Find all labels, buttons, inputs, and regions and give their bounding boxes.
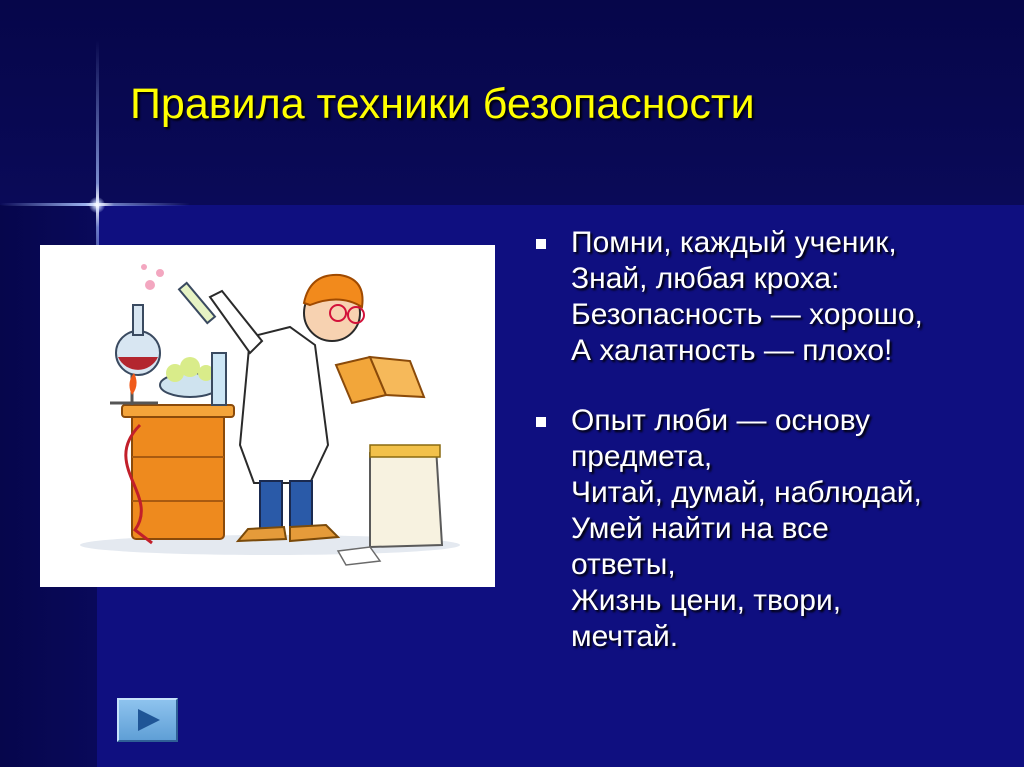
slide-title: Правила техники безопасности xyxy=(130,80,755,128)
bullet-text-line: ответы, xyxy=(571,548,676,581)
bullet-text-line: Безопасность — хорошо, xyxy=(571,298,923,331)
next-slide-button[interactable] xyxy=(117,698,178,742)
bullet-text-line: Знай, любая кроха: xyxy=(571,262,840,295)
bullet-text-line: Опыт люби — основу xyxy=(571,404,871,437)
bullet-item xyxy=(534,225,1004,369)
bullet-text-line: мечтай. xyxy=(571,620,679,653)
bullet-text-line: Помни, каждый ученик, xyxy=(571,226,897,259)
bullet-square-icon xyxy=(536,239,546,249)
play-triangle-icon xyxy=(138,709,160,731)
sparkle-icon xyxy=(89,197,105,213)
bullet-text-line: А халатность — плохо! xyxy=(571,334,893,367)
bullet-text-line: предмета, xyxy=(571,440,713,473)
bullet-list xyxy=(534,225,1004,689)
bullet-square-icon xyxy=(536,417,546,427)
bullet-item xyxy=(534,403,1004,655)
scientist-lab-illustration xyxy=(40,245,495,587)
bullet-text-line: Жизнь цени, твори, xyxy=(571,584,842,617)
bullet-text-line: Читай, думай, наблюдай, xyxy=(571,476,922,509)
bullet-text-line: Умей найти на все xyxy=(571,512,829,545)
